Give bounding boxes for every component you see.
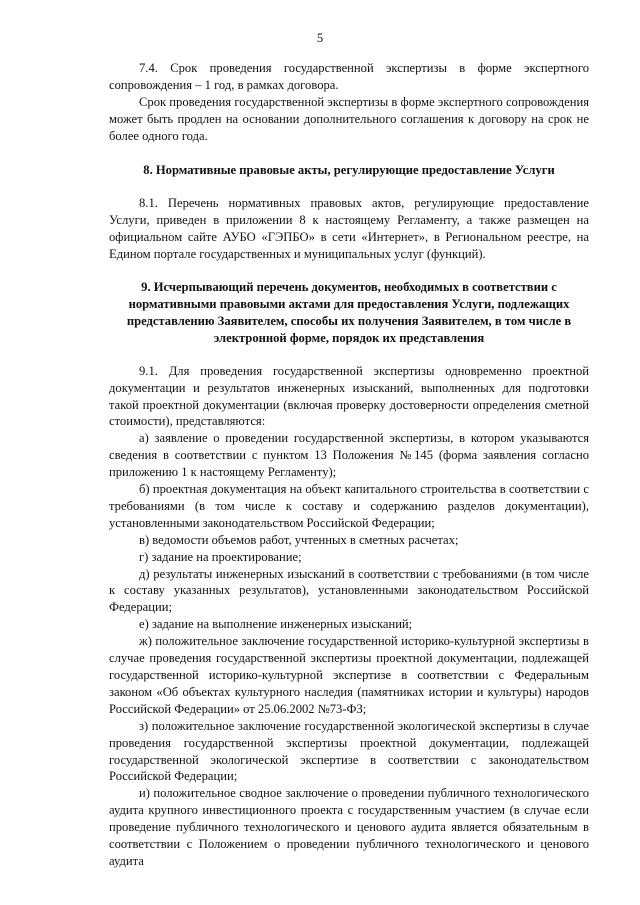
page-content — [109, 60, 589, 870]
list-item-d: д) результаты инженерных изысканий в соответствии с требованиями (в том числе к составу указанных результатов), установленными законодательством Российской Федерации; — [109, 566, 589, 615]
page-number: 5 — [316, 31, 324, 45]
paragraph-7-4-extension: Срок проведения государственной экспертизы в форме экспертного сопровождения может быть продлен на основании дополнительного соглашения к договору на срок не более одного года. — [109, 94, 589, 143]
list-item-zh: ж) положительное заключение государственной историко-культурной экспертизы в случае проведения государственной экспертизы проектной документации, подлежащей государственной историко-культурной экспертизе в соответствии с Федеральным законом «Об объектах культурного наследия (памятниках истории и культуры) народов Российской Федерации» от 25.06.2002 №73-ФЗ; — [109, 634, 589, 716]
paragraph-9-1: 9.1. Для проведения государственной экспертизы одновременно проектной документации и результатов инженерных изысканий, выполненных для подготовки такой проектной документации (включая проверку достоверности определения сметной стоимости), представляются: — [109, 363, 589, 429]
section-8-heading: 8. Нормативные правовые акты, регулирующие предоставление Услуги — [143, 162, 555, 177]
list-item-a: а) заявление о проведении государственной экспертизы, в котором указываются сведения в соответствии с пунктом 13 Положения №145 (форма заявления согласно приложению 1 к настоящему Регламенту); — [109, 431, 589, 480]
list-item-g: г) задание на проектирование; — [139, 549, 302, 564]
list-item-b: б) проектная документация на объект капитального строительства в соответствии с требованиями (в том числе к составу и содержанию разделов документации), установленными законодательством Российской Федерации; — [109, 482, 589, 530]
paragraph-7-4: 7.4. Срок проведения государственной экспертизы в форме экспертного сопровождения – 1 год, в рамках договора. — [109, 61, 589, 92]
list-item-e: е) задание на выполнение инженерных изысканий; — [139, 617, 413, 632]
list-item-i: и) положительное сводное заключение о проведении публичного технологического аудита крупного инвестиционного проекта с государственным участием (в случае если проведение публичного технологического и ценового аудита является обязательным в соответствии с Положением о проведении публичного технологического и ценового аудита — [109, 786, 589, 868]
paragraph-8-1: 8.1. Перечень нормативных правовых актов, регулирующие предоставление Услуги, приведен в приложении 8 к настоящему Регламенту, а также размещен на официальном сайте АУБО «ГЭПБО» в сети «Интернет», в Региональном реестре, на Едином портале государственных и муниципальных услуг (функций). — [109, 196, 589, 262]
list-item-z: з) положительное заключение государственной экологической экспертизы в случае проведения государственной экспертизы проектной документации, подлежащей государственной экологической экспертизе в соответствии с законодательством Российской Федерации; — [109, 718, 589, 784]
list-item-v: в) ведомости объемов работ, учтенных в сметных расчетах; — [139, 532, 459, 547]
section-9-heading: 9. Исчерпывающий перечень документов, необходимых в соответствии с нормативными правовыми актами для предоставления Услуги, подлежащих представлению Заявителем, способы их получения Заявителем, в том числе в электронной форме, порядок их представления — [126, 280, 572, 345]
